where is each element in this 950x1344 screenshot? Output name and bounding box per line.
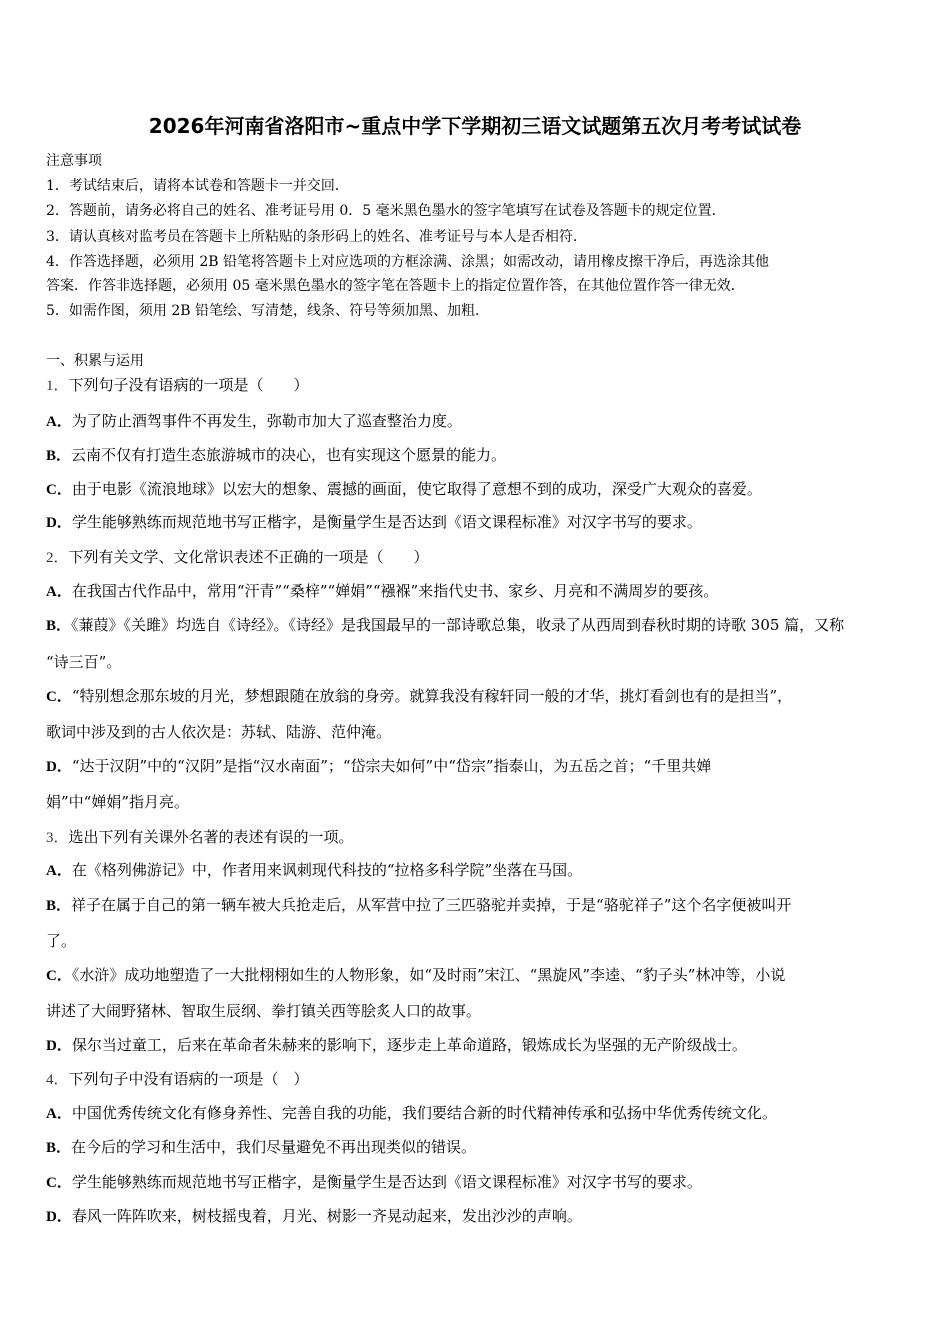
option-text: 祥子在属于自己的第一辆车被大兵抢走后，从军营中拉了三匹骆驼并卖掉，于是“骆驼祥子”这个名字便被叫开: [71, 896, 792, 914]
option-text: 云南不仅有打造生态旅游城市的决心，也有实现这个愿景的能力。: [71, 446, 507, 464]
option-text: “达于汉阴”中的“汉阴”是指“汉水南面”；“岱宗夫如何”中“岱宗”指泰山，为五岳之首；“千里共婵: [71, 757, 712, 775]
option-label: C．: [46, 968, 72, 984]
question-text: 下列有关文学、文化常识表述不正确的一项是（ ）: [68, 548, 429, 566]
notice-line: 4．作答选择题，必须用 2B 铅笔将答题卡上对应选项的方框涂满、涂黑；如需改动，请用橡皮擦干净后，再选涂其他: [46, 254, 769, 270]
option-text: 《蒹葭》《关雎》均选自《诗经》。《诗经》是我国最早的一部诗歌总集，收录了从西周到春秋时期的诗歌 305 篇，又称: [71, 616, 845, 634]
option-text: 学生能够熟练而规范地书写正楷字，是衡量学生是否达到《语文课程标准》对汉字书写的要求。: [71, 1173, 702, 1191]
notice-line: 1．考试结束后，请将本试卷和答题卡一并交回．: [46, 178, 349, 194]
question-stem: [46, 1068, 916, 1091]
option-label: D．: [46, 1209, 72, 1225]
option-text: 在我国古代作品中，常用“汗青”“桑梓”“婵娟”“襁褓”来指代史书、家乡、月亮和不满周岁的要孩。: [71, 582, 719, 600]
option-line: [46, 1102, 916, 1125]
question-text: 下列句子中没有语病的一项是（ ）: [68, 1070, 309, 1088]
notice-line: 答案．作答非选择题，必须用 05 毫米黑色墨水的签字笔在答题卡上的指定位置作答，在其他位置作答一律无效．: [46, 278, 745, 294]
notice-line: 3．请认真核对监考员在答题卡上所粘贴的条形码上的姓名、准考证号与本人是否相符．: [46, 229, 587, 245]
option-text: 保尔当过童工，后来在革命者朱赫来的影响下，逐步走上革命道路，锻炼成长为坚强的无产阶级战士。: [71, 1036, 747, 1054]
option-label: B．: [46, 898, 72, 914]
question-text: 选出下列有关课外名著的表述有误的一项。: [68, 828, 354, 846]
option-line: [46, 685, 916, 708]
question-number: 4．: [46, 1072, 69, 1088]
question-stem: [46, 826, 916, 849]
option-text: “特别想念那东坡的月光，梦想跟随在放翁的身旁。就算我没有稼轩同一般的才华，挑灯看剑也有的是担当”，: [71, 687, 793, 705]
option-text: 中国优秀传统文化有修身养性、完善自我的功能，我们要结合新的时代精神传承和弘扬中华优秀传统文化。: [71, 1104, 777, 1122]
option-label: B．: [46, 618, 72, 634]
option-label: B．: [46, 1140, 72, 1156]
option-line: [46, 1136, 916, 1159]
option-line-continued: 讲述了大闹野猪林、智取生辰纲、拳打镇关西等脍炙人口的故事。: [46, 1002, 482, 1020]
option-line: [46, 755, 916, 778]
option-label: C．: [46, 482, 72, 498]
option-line-continued: 了。: [46, 932, 77, 950]
question-stem: [46, 374, 916, 397]
option-line: [46, 444, 916, 467]
option-line: [46, 511, 916, 534]
option-line: [46, 410, 916, 433]
question-number: 2．: [46, 550, 69, 566]
notice-line: 5．如需作图，须用 2B 铅笔绘、写清楚，线条、符号等须加黑、加粗．: [46, 303, 490, 319]
option-label: D．: [46, 759, 72, 775]
option-text: 由于电影《流浪地球》以宏大的想象、震撼的画面，使它取得了意想不到的成功，深受广大观众的喜爱。: [71, 480, 762, 498]
option-line: [46, 1205, 916, 1228]
page-title: 2026年河南省洛阳市~重点中学下学期初三语文试题第五次月考考试试卷: [148, 114, 802, 138]
option-label: C．: [46, 689, 72, 705]
option-line: [46, 478, 916, 501]
option-text: 为了防止酒驾事件不再发生，弥勒市加大了巡查整治力度。: [71, 412, 462, 430]
option-line: [46, 859, 916, 882]
option-text: 《水浒》成功地塑造了一大批栩栩如生的人物形象，如“及时雨”宋江、“黑旋风”李逵、“豹子头”林冲等，小说: [71, 966, 786, 984]
option-text: 春风一阵阵吹来，树枝摇曳着，月光、树影一齐晃动起来，发出沙沙的声响。: [71, 1207, 582, 1225]
option-label: D．: [46, 515, 72, 531]
option-line: [46, 1034, 916, 1057]
option-label: C．: [46, 1175, 72, 1191]
option-line-continued: “诗三百”。: [46, 653, 122, 671]
section-heading: 一、积累与运用: [46, 353, 144, 369]
option-line-continued: 歌词中涉及到的古人依次是：苏轼、陆游、范仲淹。: [46, 723, 392, 741]
question-number: 1．: [46, 378, 69, 394]
option-label: B．: [46, 448, 72, 464]
option-label: D．: [46, 1038, 72, 1054]
question-stem: [46, 546, 916, 569]
option-text: 在今后的学习和生活中，我们尽量避免不再出现类似的错误。: [71, 1138, 477, 1156]
option-line: [46, 580, 916, 603]
option-text: 学生能够熟练而规范地书写正楷字，是衡量学生是否达到《语文课程标准》对汉字书写的要求。: [71, 513, 702, 531]
notice-heading: 注意事项: [46, 153, 102, 169]
question-text: 下列句子没有语病的一项是（ ）: [68, 376, 309, 394]
question-number: 3．: [46, 830, 69, 846]
option-text: 在《格列佛游记》中，作者用来讽刺现代科技的“拉格多科学院”坐落在马国。: [71, 861, 583, 879]
option-line: [46, 614, 916, 637]
option-label: A．: [46, 414, 72, 430]
option-label: A．: [46, 863, 72, 879]
option-line-continued: 娟”中“婵娟”指月亮。: [46, 793, 190, 811]
option-line: [46, 894, 916, 917]
notice-line: 2．答题前，请务必将自己的姓名、准考证号用 0．5 毫米黑色墨水的签字笔填写在试卷及答题卡的规定位置．: [46, 203, 726, 219]
option-label: A．: [46, 1106, 72, 1122]
option-line: [46, 1171, 916, 1194]
option-label: A．: [46, 584, 72, 600]
option-line: [46, 964, 916, 987]
